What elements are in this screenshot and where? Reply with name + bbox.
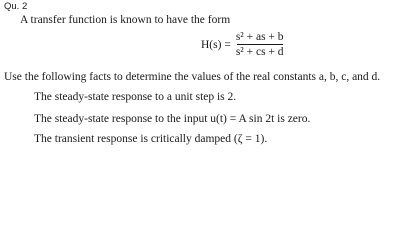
question-intro: A transfer function is known to have the form bbox=[20, 14, 231, 26]
fact-item: The steady-state response to the input u(t) = A sin 2t is zero. bbox=[34, 113, 311, 125]
fact-item: The steady-state response to a unit step is 2. bbox=[34, 91, 237, 103]
equation-lhs: H(s) = bbox=[201, 38, 231, 51]
equation-fraction bbox=[236, 31, 284, 58]
fraction-bar bbox=[237, 44, 283, 45]
question-number: Qu. 2 bbox=[4, 1, 28, 12]
transfer-function-equation bbox=[201, 31, 284, 58]
equation-denominator: s² + cs + d bbox=[235, 46, 284, 59]
fact-item: The transient response is critically damped (ζ = 1). bbox=[34, 133, 268, 145]
equation-numerator: s² + as + b bbox=[235, 31, 284, 43]
facts-intro: Use the following facts to determine the values of the real constants a, b, c, and d. bbox=[4, 71, 381, 83]
